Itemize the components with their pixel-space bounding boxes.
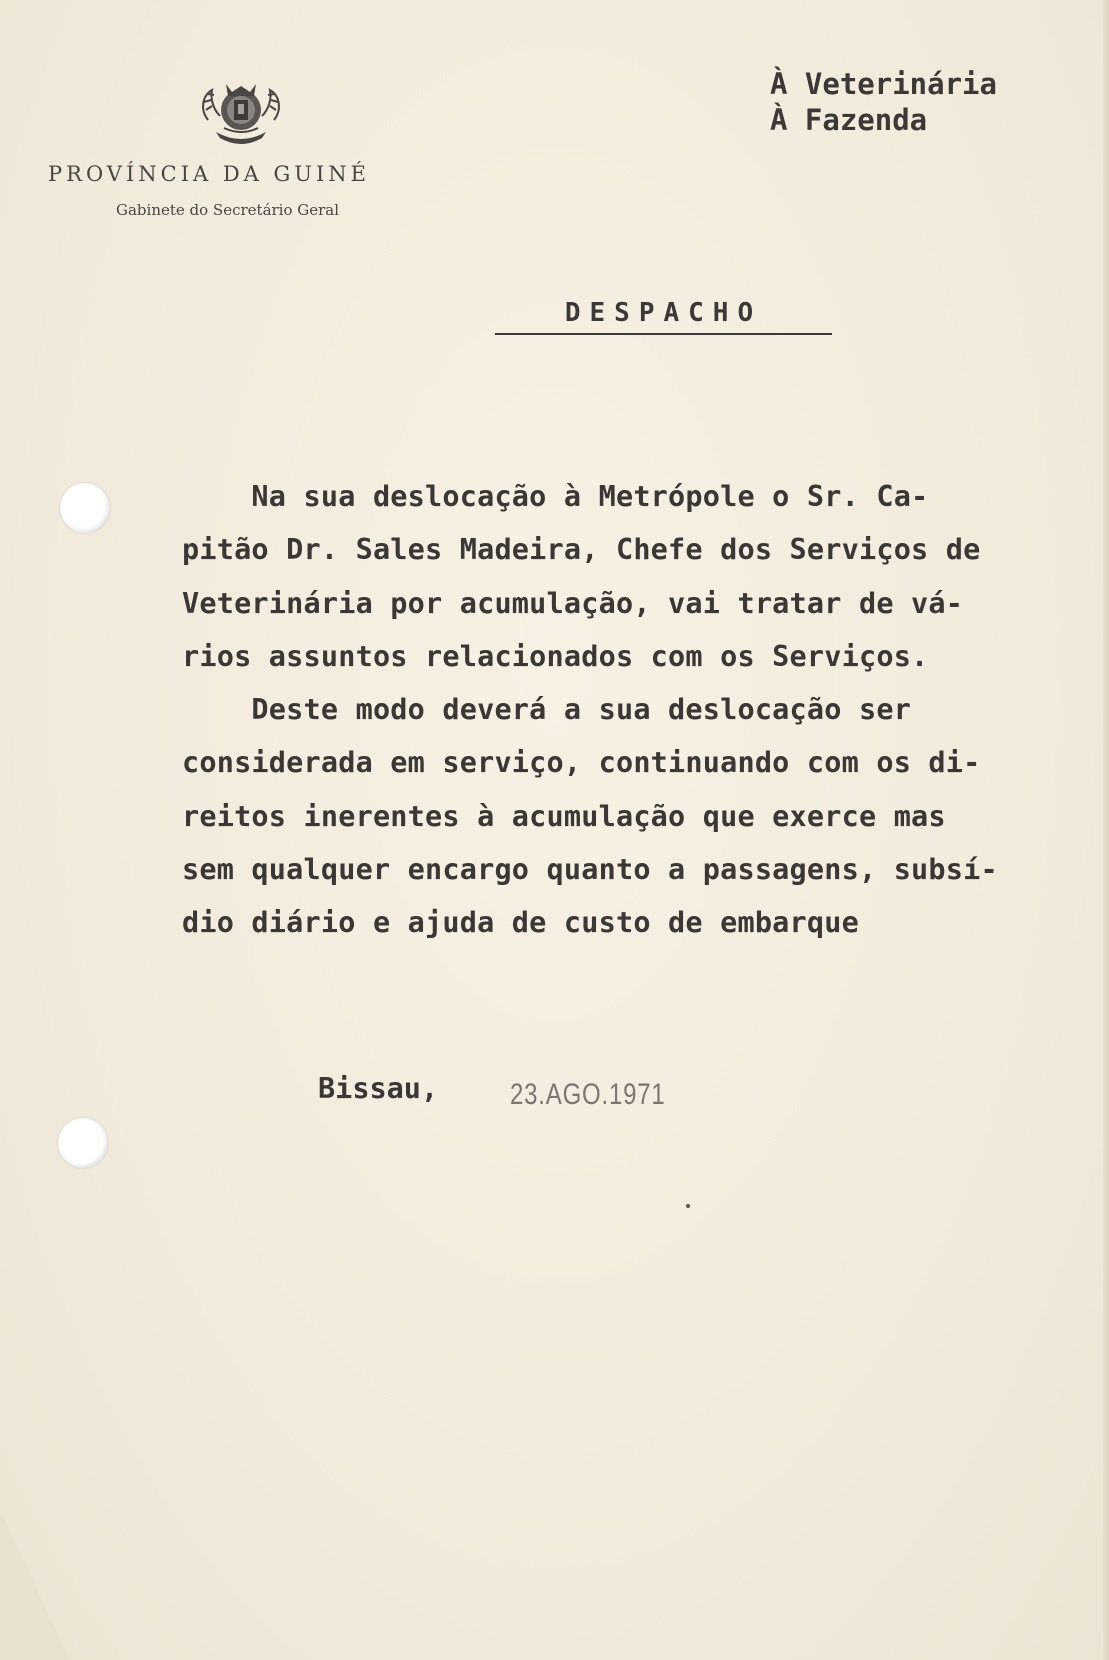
body-line: considerada em serviço, continuando com os di- (182, 746, 981, 780)
body-line: pitão Dr. Sales Madeira, Chefe dos Serviços de (182, 533, 981, 567)
body-line: reitos inerentes à acumulação que exerce mas (182, 799, 946, 833)
title-underline (495, 333, 832, 335)
despacho-body (182, 470, 1102, 950)
body-line: sem qualquer encargo quanto a passagens, subsí- (182, 853, 998, 887)
cabinet-name: Gabinete do Secretário Geral (116, 201, 340, 219)
recipients-block (770, 66, 997, 138)
body-line: Veterinária por acumulação, vai tratar de vá- (182, 586, 964, 620)
punch-hole-top (60, 483, 110, 533)
ink-speck (686, 1204, 690, 1208)
body-line: dio diário e ajuda de custo de embarque (182, 906, 859, 940)
body-line: rios assuntos relacionados com os Serviços. (182, 639, 929, 673)
signoff-place: Bissau, (318, 1072, 439, 1105)
province-name: PROVÍNCIA DA GUINÉ (48, 162, 370, 186)
page-edge (1103, 0, 1109, 1660)
recipient-line: À Veterinária (770, 67, 997, 101)
coat-of-arms-icon (196, 80, 286, 152)
corner-fold (0, 1510, 70, 1660)
body-line: Na sua deslocação à Metrópole o Sr. Ca- (182, 480, 929, 513)
date-stamp: 23.AGO.1971 (510, 1078, 666, 1111)
body-line: Deste modo deverá a sua deslocação ser (182, 693, 912, 727)
punch-hole-bottom (58, 1118, 108, 1168)
document-title: DESPACHO (564, 298, 763, 328)
recipient-line: À Fazenda (770, 103, 928, 137)
